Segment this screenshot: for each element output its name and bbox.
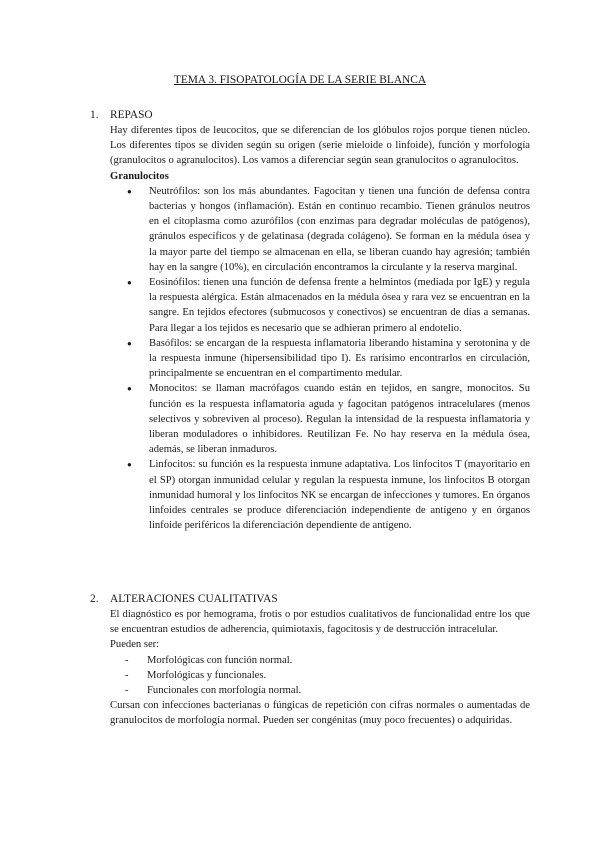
list-item (125, 275, 530, 336)
section-number: 2. (90, 593, 99, 605)
list-item (125, 457, 530, 533)
list-item-text: Morfológicas y funcionales. (147, 669, 267, 681)
page-title: TEMA 3. FISOPATOLOGÍA DE LA SERIE BLANCA (173, 74, 427, 86)
section-heading (90, 107, 530, 123)
section-title: ALTERACIONES CUALITATIVAS (110, 593, 278, 605)
bullet-icon: ● (127, 338, 132, 348)
subheading-granulocitos: Granulocitos (110, 170, 169, 182)
section-body (90, 607, 530, 729)
section-number: 1. (90, 109, 99, 121)
list-item (125, 381, 530, 457)
dash-icon: - (125, 654, 129, 666)
intro-paragraph: Hay diferentes tipos de leucocitos, que se diferencian de los glóbulos rojos porque tienen núcleo. Los diferentes tipos se dividen según su origen (serie mieloide o linfoide), función y morfología (granulocitos o agranulocitos). Los vamos a diferenciar según sean granulocitos o agranulocitos. (110, 125, 530, 167)
list-item-text: Basófilos: se encargan de la respuesta inflamatoria liberando histamina y serotonina y de la respuesta inmune (hipersensibilidad tipo I). Es rarísimo encontrarlos en circulación, principalmente se encuentran en el compartimento medular. (149, 337, 530, 380)
list-item-text: Funcionales con morfología normal. (147, 685, 302, 697)
bullet-icon: ● (127, 460, 132, 470)
section-title: REPASO (110, 109, 153, 121)
cell-type-list (110, 184, 530, 534)
bullet-icon: ● (127, 186, 132, 196)
lead-text: Pueden ser: (110, 639, 160, 651)
dash-icon: - (125, 685, 129, 697)
list-item (125, 653, 530, 668)
list-item (125, 683, 530, 698)
list-item (125, 668, 530, 683)
section-alteraciones-cualitativas (90, 591, 530, 729)
list-item (125, 336, 530, 382)
section-repaso (90, 107, 530, 533)
list-item-text: Eosinófilos: tienen una función de defensa frente a helmintos (mediada por IgE) y regula la respuesta alérgica. Están almacenados en la médula ósea y rara vez se encuentran en la sangre. En tejidos efectores (submucosos y conectivos) se encuentran de días a semanas. Para llegar a los tejidos es necesario que se adhieran primero al endotelio. (149, 277, 530, 334)
bullet-icon: ● (127, 278, 132, 288)
intro-paragraph: El diagnóstico es por hemograma, frotis o por estudios cualitativos de funcionalidad entre los que se encuentran estudios de adherencia, quimiotaxis, fagocitosis y de destrucción intracelular. (110, 609, 530, 636)
list-item-text: Linfocitos: su función es la respuesta inmune adaptativa. Los linfocitos T (mayoritario en el SP) otorgan inmunidad celular y regulan la respuesta inmune, los linfocitos B otorgan inmunidad humoral y los linfocitos NK se encargan de infecciones y tumores. En órganos linfoides centrales se produce diferenciación independiente de antígeno y en órganos linfoide periféricos la diferenciación dependiente de antígeno. (149, 459, 530, 532)
dash-icon: - (125, 669, 129, 681)
section-heading (90, 591, 530, 607)
section-body (90, 123, 530, 533)
bullet-icon: ● (127, 384, 132, 394)
type-list (110, 653, 530, 699)
list-item (125, 184, 530, 275)
list-item-text: Neutrófilos: son los más abundantes. Fagocitan y tienen una función de defensa contra bacterias y hongos (inflamación). Están en continuo recambio. Tienen gránulos neutros en el citoplasma como azurófilos (con enzimas para degradar moléculas de patógenos), gránulos específicos y de gelatinasa (degrada colágeno). Se forman en la médula ósea y la mayor parte del tiempo se almacenan en ella, se liberan cuando hay agresión; también hay en la sangre (10%), en circulación encontramos la circulante y la reserva marginal. (149, 185, 530, 273)
list-item-text: Morfológicas con función normal. (147, 654, 293, 666)
closing-paragraph: Cursan con infecciones bacterianas o fúngicas de repetición con cifras normales o aumentadas de granulocitos de morfología normal. Pueden ser congénitas (muy poco frecuentes) o adquiridas. (110, 700, 530, 727)
list-item-text: Monocitos: se llaman macrófagos cuando están en tejidos, en sangre, monocitos. Su función es la respuesta inflamatoria aguda y fagocitan patógenos intracelulares (menos selectivos y sobreviven al proceso). Regulan la intensidad de la respuesta inflamatoria y liberan moduladores o inhibidores. Reutilizan Fe. No hay reserva en la médula ósea, además, se liberan inmaduros. (149, 383, 530, 456)
